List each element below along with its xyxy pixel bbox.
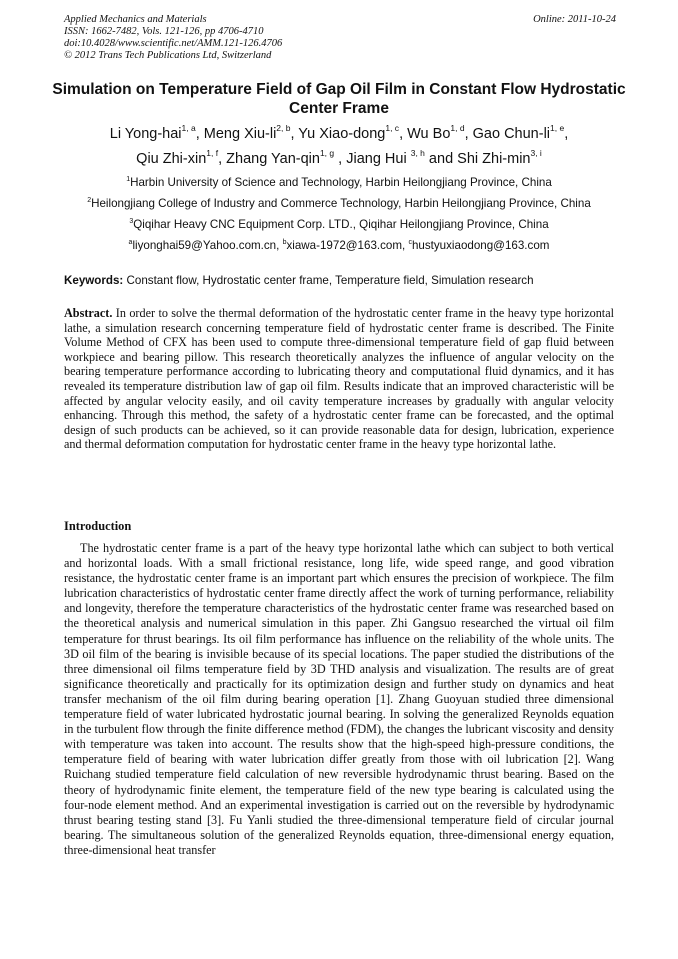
author: Shi Zhi-$\min^{3, i}$	[457, 148, 542, 167]
email-address[interactable]: liyonghai59@Yahoo.com.cn,	[132, 239, 283, 252]
section-heading-introduction: Introduction	[64, 519, 132, 533]
keywords-label: Keywords:	[64, 274, 124, 287]
affiliation-3: $^3$Qiqihar Heavy CNC Equipment Corp. LTD., Qiqihar Heilongjiang Province, China	[129, 218, 549, 231]
author: Qiu Zhi-xin$^{1, f}$	[136, 148, 219, 167]
author-list: Li Yong-hai$^{1, a}$, Meng Xiu-li$^{2, b}$, Yu Xiao-dong$^{1, c}$, Wu Bo$^{1, d}$, Gao Chun-li$^{1, e}$, Qiu Zhi-xin$^{1, f}$, Zhang Yan-qin$^{1, g}$ , Jiang Hui $^{3, h}$ and Shi Zhi-$\min^{3, i}$	[109, 123, 569, 167]
email-address[interactable]: hustyuxiaodong@163.com	[411, 239, 550, 252]
author: Jiang Hui $^{3, h}$	[346, 148, 425, 167]
author: Wu Bo$^{1, d}$	[407, 123, 465, 142]
keywords	[64, 274, 624, 288]
abstract	[64, 306, 614, 452]
email-list: $^a$liyonghai59@Yahoo.com.cn, $^b$xiawa-1972@163.com, $^c$hustyuxiaodong@163.com	[128, 239, 550, 252]
journal-header	[64, 14, 616, 62]
author: Zhang Yan-qin$^{1, g}$	[226, 148, 335, 167]
affiliation-2: $^2$Heilongjiang College of Industry and Commerce Technology, Harbin Heilongjiang Province, China	[87, 197, 591, 210]
online-date: Online: 2011-10-24	[533, 14, 616, 25]
abstract-label: Abstract.	[64, 306, 113, 320]
author: Gao Chun-li$^{1, e}$	[472, 123, 565, 142]
email-address[interactable]: xiawa-1972@163.com,	[286, 239, 409, 252]
author: Yu Xiao-dong$^{1, c}$	[298, 123, 400, 142]
author: Meng Xiu-li$^{2, b}$	[203, 123, 291, 142]
abstract-text: In order to solve the thermal deformation of the hydrostatic center frame in the heavy type horizontal lathe, a simulation research concerning temperature field of hydrostatic center frame is described. The Finite Volume Method of CFX has been used to compute three-dimensional temperature field of gap fluid between workpiece and bearing pillow. This research theoretically analyzes the influence of angular velocity on the bearing temperature performance according to lubricating theory and computational fluid dynamics, and it has revealed its temperature distribution law of gap oil film. Results indicate that an improved characteristic will be affected by angular velocity easily, and oil cavity temperature increases by gradually with angular velocity enhancing. Through this method, the safety of a hydrostatic center frame can be forecasted, and the optimal design of such products can be achieved, so it can provide reasonable data for design, lubrication, experience and thermal deformation computation for hydrostatic center frame in the heavy type horizontal lathe.	[64, 306, 614, 452]
doi-line: doi:10.4028/www.scientific.net/AMM.121-126.4706	[64, 38, 283, 49]
author: Li Yong-hai$^{1, a}$	[109, 123, 196, 142]
issn-line: ISSN: 1662-7482, Vols. 121-126, pp 4706-4710	[64, 26, 264, 37]
copyright-line: © 2012 Trans Tech Publications Ltd, Switzerland	[64, 50, 272, 61]
affiliation-1: $^1$Harbin University of Science and Technology, Harbin Heilongjiang Province, China	[126, 176, 552, 189]
paper-title: Simulation on Temperature Field of Gap Oil Film in Constant Flow Hydrostatic Center Frame	[52, 81, 626, 117]
keywords-text: Constant flow, Hydrostatic center frame, Temperature field, Simulation research	[126, 274, 534, 287]
journal-name: Applied Mechanics and Materials	[64, 14, 207, 25]
introduction-text: The hydrostatic center frame is a part of the heavy type horizontal lathe which can subject to both vertical and horizontal loads. With a small frictional resistance, long life, wide speed range, and good vibration resistance, the hydrostatic center frame is an important part which ensures the precision of workpiece. The film lubrication characteristics of hydrostatic center frame directly affect the work of turning performance, reliability and longevity, therefore the temperature characteristics of the hydrostatic center frame was researched based on the theoretical analysis and numerical simulation in this paper. Zhi Gangsuo researched the virtual oil film temperature for thrust bearings. Its oil film performance has influence on the reliability of the whole units. The 3D oil film of the bearing is invisible because of its special locations. The paper studied the distributions of the three dimensional oil films temperature field by 3D THD analysis and visualization. The results are of great significance theoretically and practically for its optimization design and further study on dynamics and heat transfer mechanism of the oil film during bearing operation [1]. Zhang Guoyuan studied three dimensional temperature field of water lubricated hydrostatic journal bearing. In solving the generalized Reynolds equation in the turbulent flow through the finite difference method (FDM), the changes the lubricant viscosity and density with temperature was taken into account. The results show that the high-speed high-pressure conditions, the temperature field of bearing with water lubrication differ greatly from those with oil lubrication [2]. Wang Ruichang studied temperature field calculation of new reversible hydrodynamic thrust bearing. Based on the theory of hydrodynamic finite element, the temperature field of the new type bearing is calculated using the four-node element method. And an experimental investigation is carried out on the reversible by hydrodynamic thrust bearing testing stand [3]. Fu Yanli studied the three-dimensional temperature field of circular journal bearing. The simultaneous solution of the generalized Reynolds equation, three-dimensional energy equation, three-dimensional heat transfer	[64, 541, 614, 857]
